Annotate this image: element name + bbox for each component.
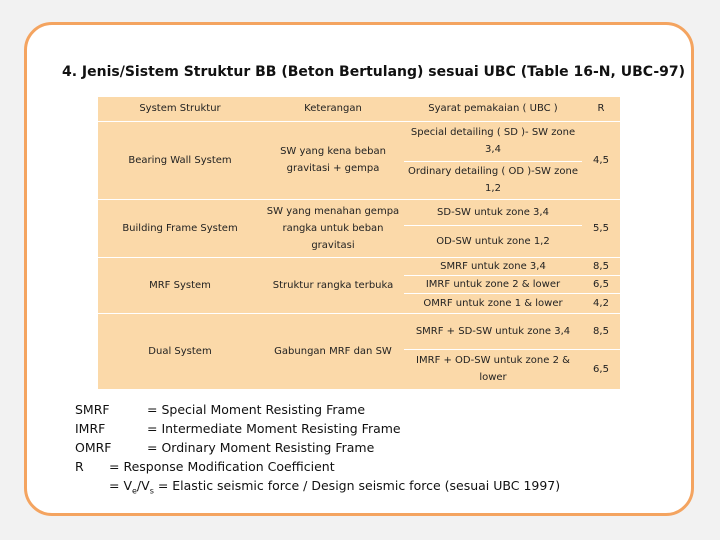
r-formula: = $V_e/V_s$ = Elastic seismic force / Design seismic force (sesuai UBC 1997) [109, 478, 561, 496]
mrf-syarat-1: SMRF untuk zone 3,4 [404, 257, 582, 275]
header-system: System Struktur [139, 103, 221, 115]
mrf-syarat-2: IMRF untuk zone 2 & lower [404, 275, 582, 293]
bearing-r-cell: 4,5 [582, 121, 620, 199]
legend-value: = Special Moment Resisting Frame [147, 402, 366, 417]
legend-key: SMRF [75, 402, 110, 417]
table-header-row [98, 97, 620, 121]
dual-keterangan-cell: Gabungan MRF dan SW [262, 313, 404, 389]
table-row [98, 313, 620, 349]
dual-r-1: 8,5 [582, 313, 620, 349]
building-syarat-1: SD-SW untuk zone 3,4 [404, 199, 582, 225]
bearing-syarat-2: Ordinary detailing ( OD )-SW zone 1,2 [404, 161, 582, 199]
legend-value: = Ordinary Moment Resisting Frame [147, 440, 375, 455]
mrf-r-3: 4,2 [582, 293, 620, 313]
building-r-cell: 5,5 [582, 199, 620, 257]
building-keterangan-cell: SW yang menahan gempa rangka untuk beban gravitasi [262, 199, 404, 257]
legend-key: OMRF [75, 440, 112, 455]
legend-key: R [75, 459, 84, 474]
header-r: R [597, 103, 605, 115]
bearing-keterangan-cell: SW yang kena beban gravitasi + gempa [262, 121, 404, 199]
table-row [98, 121, 620, 161]
legend-key: IMRF [75, 421, 106, 436]
header-keterangan: Keterangan [304, 103, 362, 115]
mrf-r-2: 6,5 [582, 275, 620, 293]
dual-r-2: 6,5 [582, 349, 620, 389]
bearing-syarat-1: Special detailing ( SD )- SW zone 3,4 [404, 121, 582, 161]
dual-syarat-1: SMRF + SD-SW untuk zone 3,4 [404, 313, 582, 349]
building-syarat-2: OD-SW untuk zone 1,2 [404, 225, 582, 257]
dual-system-cell: Dual System [98, 313, 262, 389]
bearing-system-cell: Bearing Wall System [98, 121, 262, 199]
legend-value: = Intermediate Moment Resisting Frame [147, 421, 401, 436]
legend-value: = Response Modification Coefficient [109, 459, 335, 474]
table-row [98, 199, 620, 225]
mrf-keterangan-cell: Struktur rangka terbuka [262, 257, 404, 313]
mrf-r-1: 8,5 [582, 257, 620, 275]
slide-title: 4. Jenis/Sistem Struktur BB (Beton Bertulang) sesuai UBC (Table 16-N, UBC-97) [62, 64, 686, 80]
mrf-system-cell: MRF System [98, 257, 262, 313]
mrf-syarat-3: OMRF untuk zone 1 & lower [404, 293, 582, 313]
header-syarat: Syarat pemakaian ( UBC ) [428, 103, 558, 115]
table-row [98, 257, 620, 275]
building-system-cell: Building Frame System [98, 199, 262, 257]
dual-syarat-2: IMRF + OD-SW untuk zone 2 & lower [404, 349, 582, 389]
structure-system-table [98, 97, 620, 389]
